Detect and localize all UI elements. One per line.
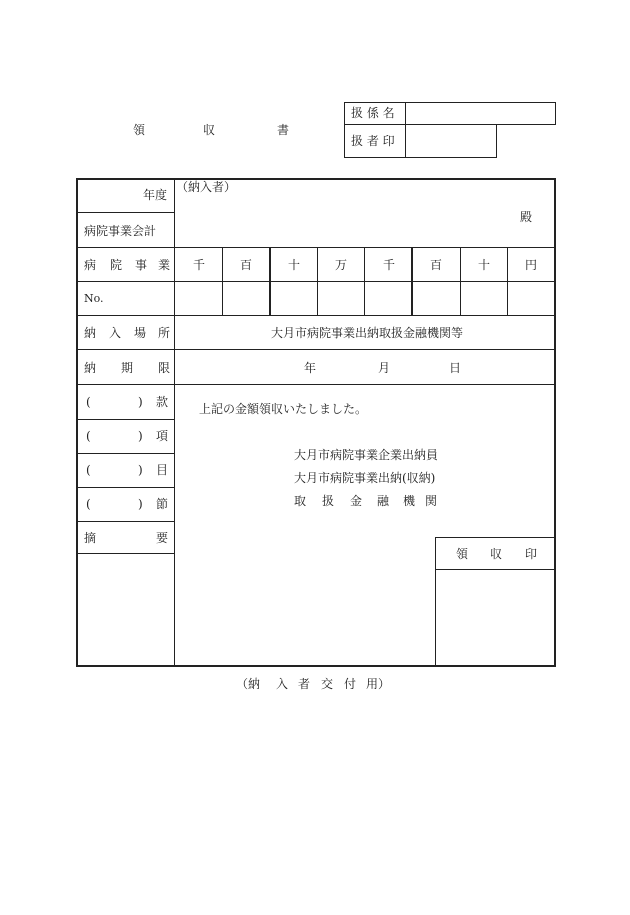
accounting-label: 病院事業会計 (84, 224, 157, 238)
summary-char: 摘 (84, 531, 97, 545)
title-char-3: 書 (277, 123, 290, 137)
amount-digit-field[interactable] (318, 282, 364, 314)
row-divider (77, 521, 174, 522)
kou-label: 項 (156, 429, 169, 443)
amount-digit-field[interactable] (175, 282, 221, 314)
receipt-seal-char: 領 (456, 547, 469, 561)
amount-digit-field[interactable] (365, 282, 411, 314)
business-char: 業 (158, 258, 171, 272)
staff-seal-field[interactable] (405, 124, 497, 158)
left-column-divider (174, 179, 175, 666)
kan-close: ) (138, 395, 143, 409)
fiscal-year-label: 年度 (143, 188, 168, 202)
bank-char: 取 (294, 494, 307, 508)
payer-name-field[interactable] (175, 195, 555, 247)
row-divider (77, 247, 555, 248)
digit-header: 十 (478, 258, 491, 272)
deadline-char: 期 (121, 361, 134, 375)
digit-header: 万 (335, 258, 348, 272)
amount-digit-field[interactable] (271, 282, 317, 314)
amount-digit-field[interactable] (508, 282, 555, 314)
digit-header: 百 (430, 258, 443, 272)
staff-name-label: 扱 係 名 (351, 106, 395, 120)
bank-char: 関 (425, 494, 438, 508)
setsu-close: ) (138, 497, 143, 511)
footer-char: 者 (298, 677, 311, 691)
amount-digit-field[interactable] (461, 282, 507, 314)
deadline-char: 限 (158, 361, 171, 375)
kan-open: ( (86, 395, 91, 409)
honorific: 殿 (520, 210, 533, 224)
setsu-open: ( (86, 497, 91, 511)
date-day: 日 (449, 361, 462, 375)
payment-place-value: 大月市病院事業出納取扱金融機関等 (271, 326, 464, 340)
digit-header: 円 (525, 258, 538, 272)
staff-seal-label: 扱 者 印 (351, 134, 395, 148)
kan-label: 款 (156, 395, 169, 409)
treasurer-line: 大月市病院事業企業出納員 (294, 448, 439, 462)
received-statement: 上記の金額領収いたしました。 (199, 402, 368, 416)
digit-header: 千 (383, 258, 396, 272)
amount-digit-field[interactable] (413, 282, 460, 314)
footer-char: 付 (344, 677, 357, 691)
title-char-1: 領 (133, 123, 146, 137)
footer-close: 用） (366, 677, 391, 691)
row-divider (77, 349, 555, 350)
setsu-label: 節 (156, 497, 169, 511)
bank-char: 機 (403, 494, 416, 508)
staff-name-field[interactable] (405, 102, 556, 125)
footer-char: 交 (321, 677, 334, 691)
business-char: 院 (110, 258, 123, 272)
place-char: 所 (158, 326, 171, 340)
digit-header: 百 (240, 258, 253, 272)
date-year: 年 (304, 361, 317, 375)
row-divider (77, 453, 174, 454)
place-char: 場 (134, 326, 147, 340)
row-divider (77, 553, 174, 554)
moku-open: ( (86, 463, 91, 477)
receipt-seal-char: 収 (490, 547, 503, 561)
bank-char: 金 (350, 494, 363, 508)
title-char-2: 収 (203, 123, 216, 137)
moku-label: 目 (156, 463, 169, 477)
row-divider (77, 384, 555, 385)
bank-char: 融 (377, 494, 390, 508)
row-divider (77, 315, 555, 316)
business-char: 病 (84, 258, 97, 272)
receipt-seal-field[interactable] (436, 570, 555, 666)
row-divider (77, 212, 174, 213)
receipt-seal-char: 印 (525, 547, 538, 561)
moku-close: ) (138, 463, 143, 477)
seal-box-top (435, 537, 555, 538)
bank-char: 扱 (322, 494, 335, 508)
collector-line: 大月市病院事業出納(収納) (294, 471, 436, 485)
date-month: 月 (378, 361, 391, 375)
footer-char: 入 (276, 677, 289, 691)
digit-header: 十 (288, 258, 301, 272)
kou-open: ( (86, 429, 91, 443)
amount-digit-field[interactable] (223, 282, 269, 314)
deadline-char: 納 (84, 361, 97, 375)
summary-char: 要 (156, 531, 169, 545)
digit-header: 千 (193, 258, 206, 272)
row-divider (77, 419, 174, 420)
kou-close: ) (138, 429, 143, 443)
place-char: 入 (109, 326, 122, 340)
payer-label: （納入者） (176, 180, 237, 194)
number-label: No. (84, 292, 104, 305)
footer-open: （納 (236, 677, 261, 691)
row-divider (77, 487, 174, 488)
place-char: 納 (84, 326, 97, 340)
business-char: 事 (135, 258, 148, 272)
